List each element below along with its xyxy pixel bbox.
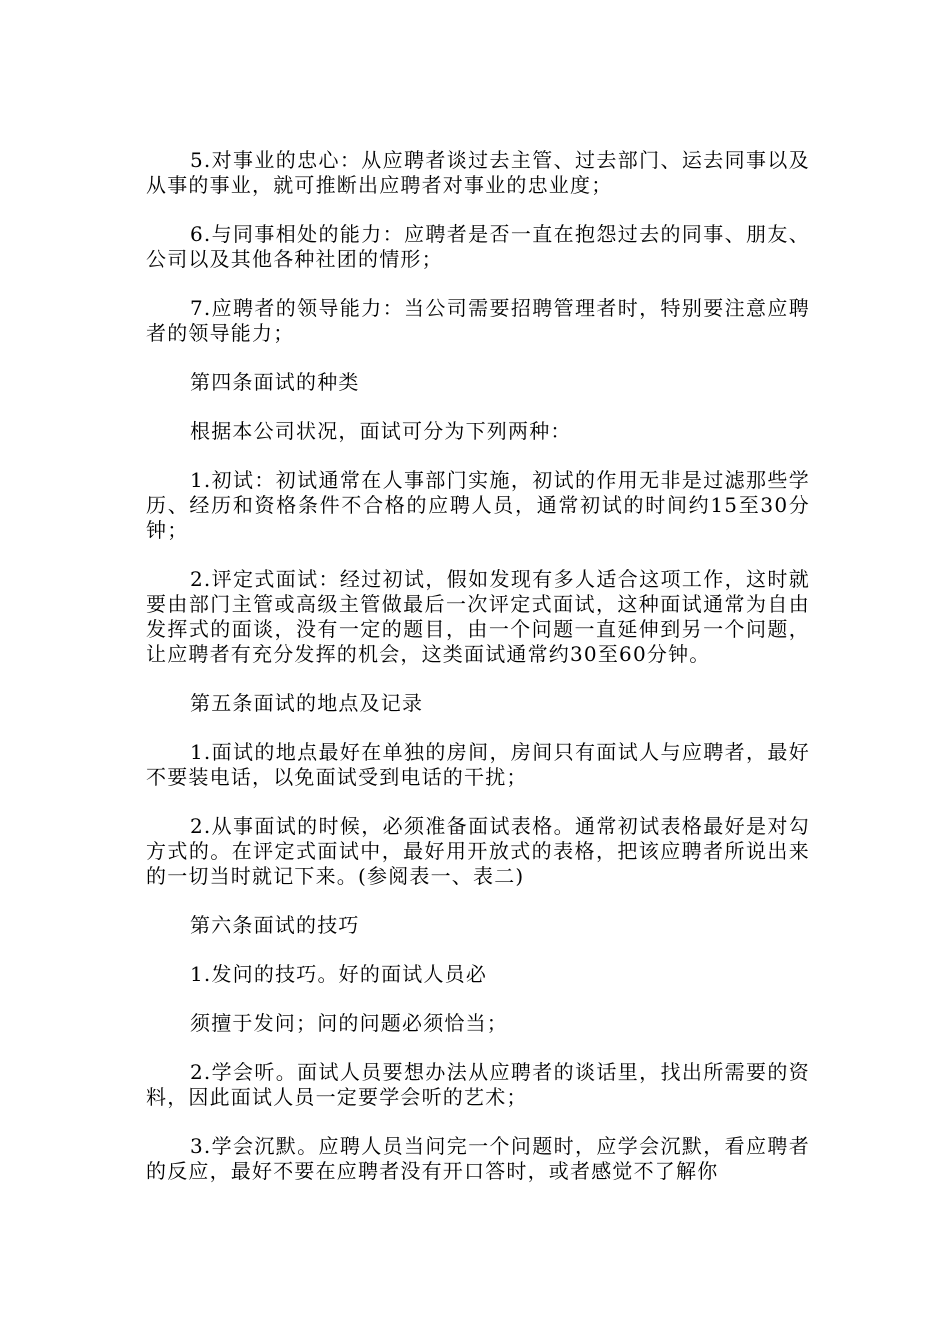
- section-heading-5: 第五条面试的地点及记录: [190, 691, 424, 715]
- paragraph-interview-location: 1.面试的地点最好在单独的房间，房间只有面试人与应聘者，最好不要装电话，以免面试受到电话的干扰；: [146, 740, 810, 789]
- paragraph-evaluative-interview: 2.评定式面试：经过初试，假如发现有多人适合这项工作，这时就要由部门主管或高级主管做最后一次评定式面试，这种面试通常为自由发挥式的面谈，没有一定的题目，由一个问题一直延伸到另一个问题，让应聘者有充分发挥的机会，这类面试通常约30至60分钟。: [146, 567, 810, 666]
- paragraph-questioning-continued: 须擅于发问；问的问题必须恰当；: [190, 1011, 508, 1035]
- paragraph-leadership: 7.应聘者的领导能力：当公司需要招聘管理者时，特别要注意应聘者的领导能力；: [146, 296, 810, 345]
- paragraph-colleague-relations: 6.与同事相处的能力：应聘者是否一直在抱怨过去的同事、朋友、公司以及其他各种社团的情形；: [146, 222, 810, 271]
- paragraph-silence-skill: 3.学会沉默。应聘人员当问完一个问题时，应学会沉默，看应聘者的反应，最好不要在应聘者没有开口答时，或者感觉不了解你: [146, 1134, 810, 1183]
- paragraph-listening-skill: 2.学会听。面试人员要想办法从应聘者的谈话里，找出所需要的资料，因此面试人员一定要学会听的艺术；: [146, 1060, 810, 1109]
- section-heading-6: 第六条面试的技巧: [190, 913, 360, 937]
- paragraph-initial-interview: 1.初试：初试通常在人事部门实施，初试的作用无非是过滤那些学历、经历和资格条件不合格的应聘人员，通常初试的时间约15至30分钟；: [146, 468, 810, 542]
- paragraph-questioning-skill: 1.发问的技巧。好的面试人员必: [190, 962, 488, 986]
- paragraph-interview-forms: 2.从事面试的时候，必须准备面试表格。通常初试表格最好是对勾方式的。在评定式面试中，最好用开放式的表格，把该应聘者所说出来的一切当时就记下来。(参阅表一、表二): [146, 814, 810, 888]
- paragraph-interview-types-intro: 根据本公司状况，面试可分为下列两种：: [190, 419, 572, 443]
- section-heading-4: 第四条面试的种类: [190, 370, 360, 394]
- paragraph-loyalty: 5.对事业的忠心：从应聘者谈过去主管、过去部门、运去同事以及从事的事业，就可推断出应聘者对事业的忠业度；: [146, 148, 810, 197]
- document-body: [146, 148, 810, 1208]
